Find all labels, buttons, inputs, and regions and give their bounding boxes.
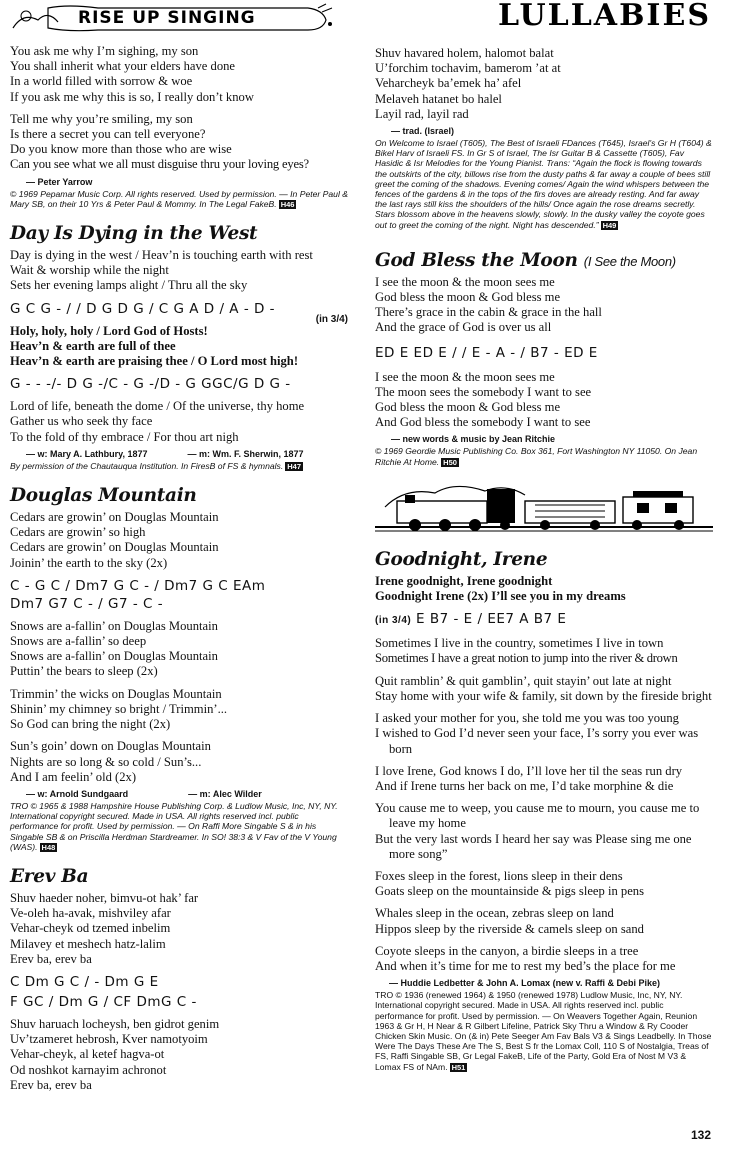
reference-badge: H51 <box>451 1062 466 1072</box>
reference-badge: H49 <box>602 220 617 230</box>
douglas-stanza-3 <box>10 687 348 733</box>
lyric-line: You ask me why I’m sighing, my son <box>10 44 199 58</box>
reference-badge: H50 <box>443 457 457 467</box>
lyric-line: Vehar-cheyk od tzemed inbelim <box>10 921 171 936</box>
copyright-note: TRO © 1936 (renewed 1964) & 1950 (renewed 1978) Ludlow Music, Inc, NY, NY. International copyright secured. Made in USA. All rights reserved incl. public performance for profit. Used by permission. — On Weavers Together Again, Reunion 1963 & Gr H, H Near & R Gilbert Lifeline, Patrick Sky Thru a Window & Ry Cooder Chicken Skin Music. On (& in) Pete Seeger Am Fav Bals V3 & Sings Leadbelly. In Those Were The Days These Are The S, Best S fr the Lomax Coll, 110 S of Nostalgia, Treas of FS, Raffi Singable SB, Gr Legal FakeB, Life of the Party, Gold Era of Nost M V3 & Lomax FS of NAm. H51 <box>375 990 712 1072</box>
lyric-line: Vehar-cheyk, al ketef hagva-ot <box>10 1047 165 1062</box>
lyric-line: Snows are a-fallin’ on Douglas Mountain <box>10 649 218 664</box>
page-number: 132 <box>690 1128 711 1142</box>
song-credit <box>26 449 348 459</box>
lyric-line: Layil rad, layil rad <box>375 106 469 121</box>
lyric-line: Milavey et meshech hatz-lalim <box>10 936 166 951</box>
irene-stanza-4 <box>375 764 713 794</box>
lyric-line: Trimmin’ the wicks on Douglas Mountain <box>10 686 222 701</box>
lyric-line: I love Irene, God knows I do, I’ll love her til the seas run dry <box>375 763 683 778</box>
song-title-day-is-dying: Day Is Dying in the West <box>10 223 258 245</box>
lyric-line: Foxes sleep in the forest, lions sleep in their dens <box>375 868 623 883</box>
moon-stanza-2 <box>375 370 713 431</box>
lyric-line: But the very last words I heard her say was Please sing me one more song” <box>375 831 692 861</box>
douglas-stanza-1 <box>10 510 348 571</box>
douglas-stanza-4 <box>10 739 348 785</box>
right-column <box>375 46 713 1072</box>
erev-stanza-3 <box>375 46 713 122</box>
lyric-line: Quit ramblin’ & quit gamblin’, quit stayin’ out late at night <box>375 673 672 688</box>
book-title: RISE UP SINGING <box>78 8 256 28</box>
lyric-line: Shuv havared holem, halomot balat <box>375 46 554 60</box>
lyric-line: Od noshkot karnayim achronot <box>10 1062 167 1077</box>
chord-line: Dm7 G7 C - / G7 - C - <box>10 595 164 612</box>
lyric-line: If you ask me why this is so, I really don’t know <box>10 89 254 104</box>
irene-stanza-6 <box>375 869 713 899</box>
copyright-note: On Welcome to Israel (T605), The Best of Israeli FDances (T645), Israel's Gr H (T604) & Bikel Harv of Israeli FS. In Gr S of Israel, The Isr Guitar B & Cassette (T605), Fav Hasidic & Isr Melodies for the Young Pianist. Trans: “Again the flock is flowing towards the outskirts of the city, billows rise from the dusty paths & far away a couple of bees still greet the coming of the shadows. Evening comes/ Again the wind whispers between the fences of the gardens & in the tops of the firs doves are already resting. And far away the last rays still kiss the shoulders of the hills/ Once again the rose dreams secretly. Stars blossom above in the heavens slowly, slowly. In the dusky valley the coyote goes out to greet the coming of the night. Night has descended.” H49 <box>375 138 712 230</box>
lyric-line: Wait & worship while the night <box>10 263 169 278</box>
time-signature: (in 3/4) <box>315 313 348 325</box>
chord-line: F GC / Dm G / CF DmG C - <box>10 993 197 1010</box>
lyric-line: And the grace of God is over us all <box>375 320 552 335</box>
lyric-line: Stay home with your wife & family, sit down by the fireside bright <box>375 688 712 703</box>
copyright-note: © 1969 Geordie Music Publishing Co. Box 361, Fort Washington NY 11050. On Jean Ritchie At Home. H50 <box>375 446 698 467</box>
copyright-note: © 1969 Pepamar Music Corp. All rights reserved. Used by permission. — In Peter Paul & Mary SB, on their 10 Yrs & Peter Paul & Mommy. In The Legal FakeB. H46 <box>10 188 348 209</box>
song-credit: — Huddie Ledbetter & John A. Lomax (new v. Raffi & Debi Pike) <box>389 978 661 989</box>
day-stanza-2 <box>10 399 348 445</box>
song-credit: — Peter Yarrow <box>26 176 93 187</box>
intro-stanza-2 <box>10 112 348 173</box>
lyric-line: Erev ba, erev ba <box>10 1077 92 1092</box>
lyric-line: Cedars are growin’ on Douglas Mountain <box>10 540 219 555</box>
lyric-line: Heav’n & earth are full of thee <box>10 338 176 353</box>
lyric-line: Puttin’ the bears to sleep (2x) <box>10 664 158 679</box>
lyric-line: And when it’s time for me to rest my bed’s the place for me <box>375 958 676 973</box>
lyric-line: Is there a secret you can tell everyone? <box>10 127 206 142</box>
lyric-line: In a world filled with sorrow & woe <box>10 74 193 89</box>
song-credit: — trad. (Israel) <box>391 126 455 137</box>
chord-line <box>375 610 713 630</box>
credit-words: — w: Mary A. Lathbury, 1877 <box>26 448 148 459</box>
lyric-line: Can you see what we all must disguise thru your loving eyes? <box>10 157 309 172</box>
irene-stanza-1 <box>375 636 713 666</box>
lyric-line: The moon sees the somebody I want to see <box>375 384 592 399</box>
song-credit: — new words & music by Jean Ritchie <box>391 434 556 445</box>
lyric-line: Nights are so long & so cold / Sun’s... <box>10 754 202 769</box>
lyric-line: Erev ba, erev ba <box>10 951 92 966</box>
time-signature: (in 3/4) <box>375 615 412 627</box>
lyric-line: I see the moon & the moon sees me <box>375 369 555 384</box>
lyric-line: Do you know more than those who are wise <box>10 142 232 157</box>
lyric-line: Cedars are growin’ so high <box>10 525 146 540</box>
lyric-line: Gather us who seek thy face <box>10 414 153 429</box>
irene-chorus <box>375 574 713 604</box>
lyric-line: Shuv haruach locheysh, ben gidrot genim <box>10 1016 220 1031</box>
erev-stanza-2 <box>10 1017 348 1093</box>
lyric-line: Snows are a-fallin’ so deep <box>10 634 147 649</box>
lyric-line: U’forchim tochavim, bamerom ’at at <box>375 61 561 76</box>
lyric-line: And if Irene turns her back on me, I’d take morphine & die <box>375 778 674 793</box>
song-title-text: God Bless the Moon <box>375 249 578 271</box>
song-credit <box>26 789 348 799</box>
lyric-line: Goats sleep on the mountainside & pigs sleep in pens <box>375 884 644 899</box>
lyric-line: Ve-oleh ha-avak, mishviley afar <box>10 906 171 921</box>
chord-sequence: E B7 - E / EE7 A B7 E <box>416 611 567 628</box>
chord-line: C - G C / Dm7 G C - / Dm7 G C EAm <box>10 577 266 594</box>
credit-music: — m: Alec Wilder <box>188 788 262 799</box>
section-title: LULLABIES <box>498 0 711 33</box>
chord-line: C Dm G C / - Dm G E <box>10 973 159 990</box>
lyric-line: Shuv haeder noher, bimvu-ot hak’ far <box>10 890 199 905</box>
lyric-line: Joinin’ the earth to the sky (2x) <box>10 555 168 570</box>
lyric-line: Day is dying in the west / Heav’n is touching earth with rest <box>10 248 313 263</box>
lyric-line: You cause me to weep, you cause me to mourn, you cause me to leave my home <box>375 801 700 831</box>
header-banner <box>8 2 338 34</box>
irene-stanza-7 <box>375 906 713 936</box>
irene-stanza-8 <box>375 944 713 974</box>
chord-line: G - - -/- D G -/C - G -/D - G GGC/G D G - <box>10 376 291 393</box>
lyric-line: Sometimes I have a great notion to jump into the river & drown <box>375 651 678 666</box>
intro-stanza-1 <box>10 44 348 105</box>
chord-line: ED E ED E / / E - A - / B7 - ED E <box>375 344 598 361</box>
lyric-line: There’s grace in the cabin & grace in the hall <box>375 305 602 320</box>
song-subtitle: (I See the Moon) <box>583 253 676 269</box>
lyric-line: Heav’n & earth are praising thee / O Lord most high! <box>10 354 299 369</box>
reference-badge: H46 <box>280 199 295 209</box>
lyric-line: Lord of life, beneath the dome / Of the universe, thy home <box>10 399 305 414</box>
lyric-line: Sometimes I live in the country, sometimes I live in town <box>375 636 664 651</box>
song-title-douglas-mountain: Douglas Mountain <box>10 485 197 507</box>
lyric-line: So God can bring the night (2x) <box>10 717 171 732</box>
song-title-goodnight-irene: Goodnight, Irene <box>375 548 548 570</box>
irene-stanza-2 <box>375 674 713 704</box>
lyric-line: You shall inherit what your elders have done <box>10 59 236 74</box>
lyric-line: Coyote sleeps in the canyon, a birdie sleeps in a tree <box>375 943 639 958</box>
train-illustration <box>375 477 713 535</box>
moon-stanza-1 <box>375 275 713 336</box>
lyric-line: Shinin’ my chimney so bright / Trimmin’... <box>10 701 228 716</box>
copyright-note: TRO © 1965 & 1988 Hampshire House Publishing Corp. & Ludlow Music, Inc, NY, NY. International copyright secured. Made in USA. All rights reserved incl. public performance for profit. Used by permission. — On Raffi More Singable S & in his Singable SB & on Priscilla Herdman Stardreamer. In SO! 38:3 & V Fav of the V Young (WAS). H48 <box>10 800 338 852</box>
lyric-line: I asked your mother for you, she told me you was too young <box>375 711 679 726</box>
irene-stanza-3 <box>375 711 713 757</box>
lyric-line: And God bless the somebody I want to see <box>375 415 591 430</box>
lyric-line: Hippos sleep by the riverside & camels sleep on sand <box>375 921 644 936</box>
lyric-line: To the fold of thy embrace / For thou art nigh <box>10 429 239 444</box>
lyric-line: Uv’tzameret hebrosh, Kver namotyoim <box>10 1032 208 1047</box>
day-stanza-1 <box>10 248 348 294</box>
chord-line: G C G - / / D G D G / C G A D / A - D - <box>10 300 276 317</box>
day-chorus <box>10 324 348 370</box>
lyric-line: God bless the moon & God bless me <box>375 400 561 415</box>
lyric-line: Goodnight Irene (2x) I’ll see you in my dreams <box>375 589 626 604</box>
lyric-line: Whales sleep in the ocean, zebras sleep on land <box>375 906 614 921</box>
left-column <box>10 44 348 1093</box>
lyric-line: Irene goodnight, Irene goodnight <box>375 573 553 588</box>
lyric-line: Snows are a-fallin’ on Douglas Mountain <box>10 618 218 633</box>
douglas-stanza-2 <box>10 619 348 680</box>
lyric-line: Cedars are growin’ on Douglas Mountain <box>10 510 219 525</box>
lyric-line: Sun’s goin’ down on Douglas Mountain <box>10 739 211 754</box>
lyric-line: Tell me why you’re smiling, my son <box>10 111 193 126</box>
lyric-line: And I am feelin’ old (2x) <box>10 769 137 784</box>
lyric-line: Holy, holy, holy / Lord God of Hosts! <box>10 323 208 338</box>
lyric-line: God bless the moon & God bless me <box>375 290 561 305</box>
lyric-line: I see the moon & the moon sees me <box>375 274 555 289</box>
song-title-god-bless-the-moon <box>375 250 713 271</box>
lyric-line: Sets her evening lamps alight / Thru all the sky <box>10 278 248 293</box>
lyric-line: Veharcheyk ba’emek ha’ afel <box>375 76 522 91</box>
lyric-line: I wished to God I’d never seen your face, I’s sorry you ever was born <box>375 726 699 756</box>
lyric-line: Melaveh hatanet bo halel <box>375 91 502 106</box>
reference-badge: H48 <box>41 842 56 852</box>
credit-music: — m: Wm. F. Sherwin, 1877 <box>187 448 304 459</box>
credit-words: — w: Arnold Sundgaard <box>26 788 129 799</box>
copyright-note: By permission of the Chautauqua Institution. In FiresB of FS & hymnals. H47 <box>10 460 301 471</box>
reference-badge: H47 <box>287 461 301 471</box>
irene-stanza-5 <box>375 801 713 862</box>
erev-stanza-1 <box>10 891 348 967</box>
song-title-erev-ba: Erev Ba <box>10 865 89 887</box>
